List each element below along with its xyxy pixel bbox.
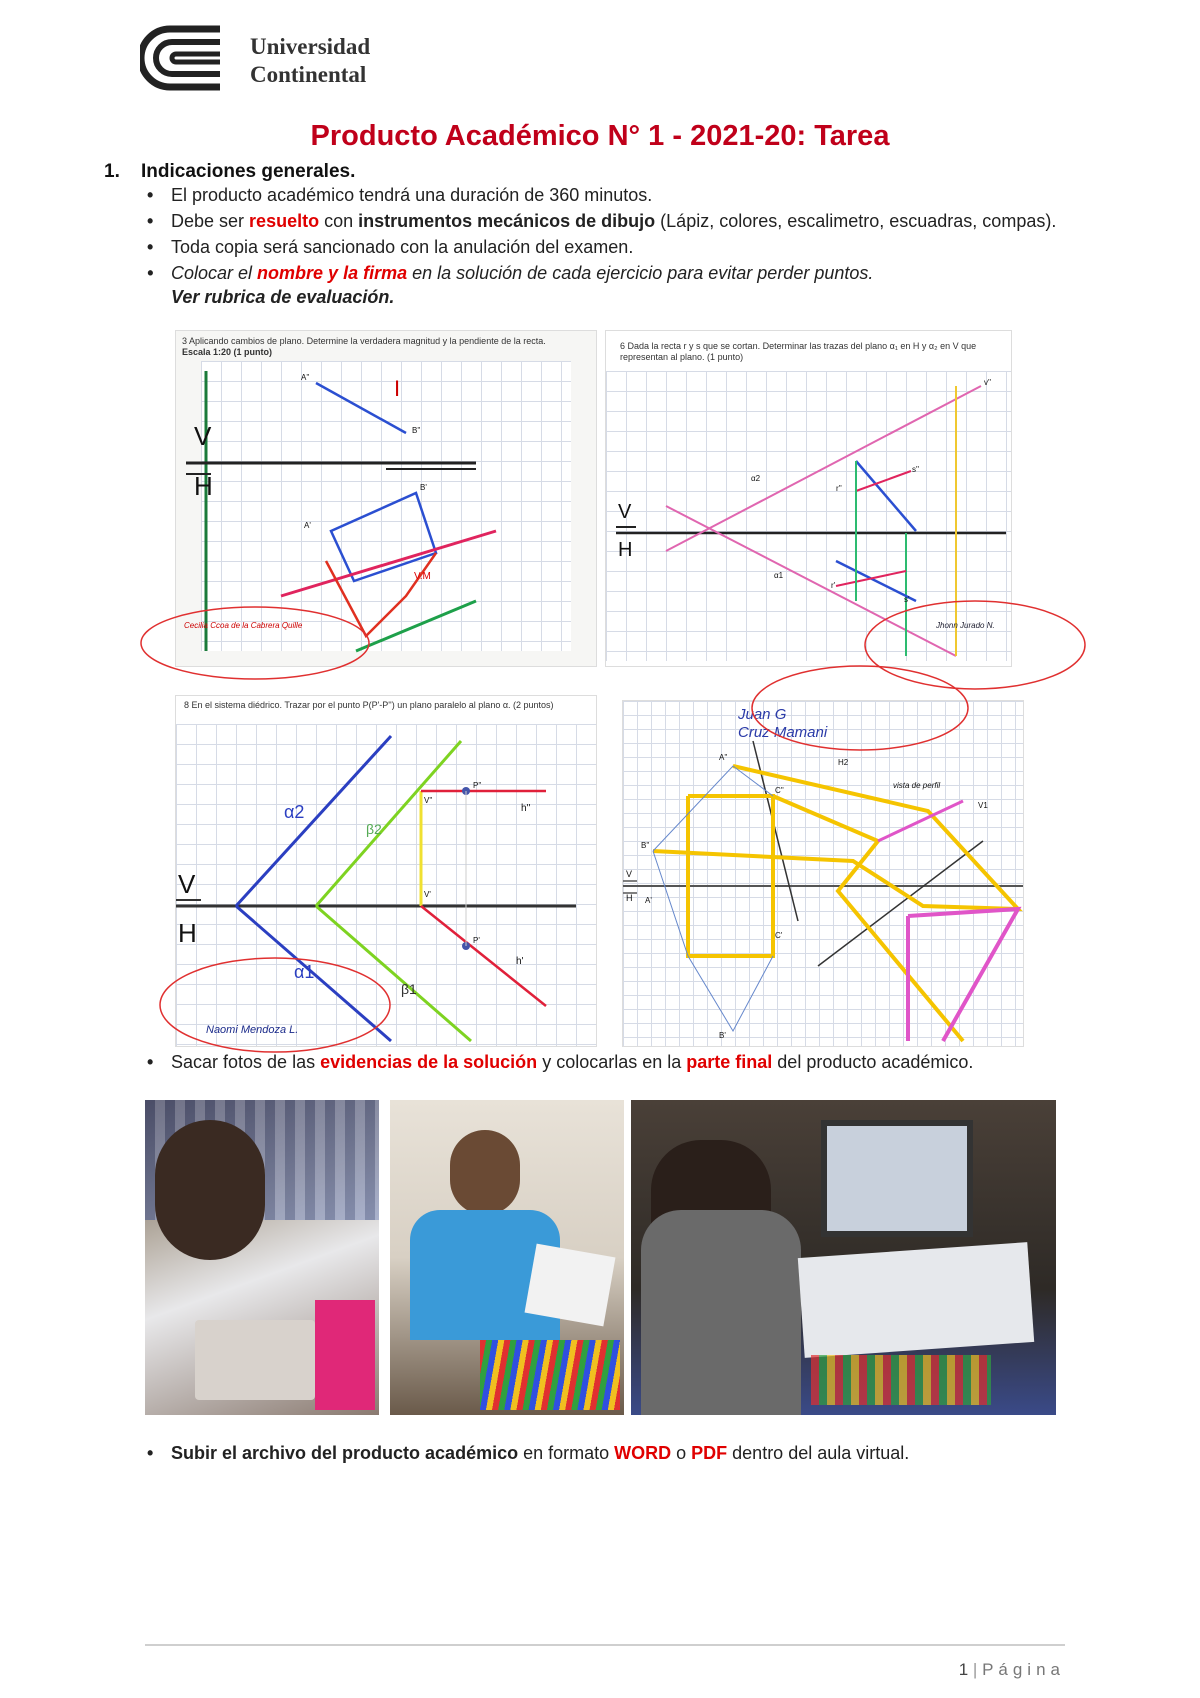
figure-caption: 8 En el sistema diédrico. Trazar por el punto P(P'-P'') un plano paralelo al plano α. (2 puntos) (184, 700, 554, 710)
label-alpha2: α2 (284, 802, 305, 822)
footer-divider (145, 1644, 1065, 1646)
handwritten-signature: Cecilia Ccoa de la Cabrera Quille (184, 621, 303, 630)
bullet-highlight: resuelto (249, 211, 320, 231)
page-word: Página (982, 1660, 1065, 1679)
university-logo-icon (140, 25, 230, 91)
label-a2: A'' (301, 373, 310, 382)
bullet-name-signature (145, 261, 1065, 309)
evidence-photo-2 (390, 1100, 624, 1415)
format-word: WORD (614, 1443, 672, 1463)
figure-exercise-3 (175, 330, 597, 667)
bullet-highlight: parte final (686, 1052, 773, 1072)
handwritten-name (738, 706, 827, 742)
bullet-icon: • (147, 211, 154, 231)
figure-caption-scale: Escala 1:20 (1 punto) (182, 347, 273, 357)
bullet-text: El producto académico tendrá una duración de 360 minutos. (171, 185, 653, 205)
label-h2: h'' (521, 803, 531, 814)
section-title: Indicaciones generales. (140, 161, 356, 182)
bullet-text: Debe ser (171, 211, 250, 231)
bullet-icon: • (147, 263, 154, 283)
label-v1: V1 (978, 801, 988, 810)
label-r1: r' (831, 581, 836, 590)
drawing-fig4 (623, 701, 1023, 1046)
label-p1: P' (473, 936, 480, 945)
bullet-text: en la solución de cada ejercicio para evitar perder puntos. (407, 263, 874, 283)
label-a2: A'' (719, 753, 728, 762)
label-h: H (194, 471, 213, 501)
bullet-duration (145, 183, 1065, 207)
label-h: H (618, 539, 633, 561)
bullet-bold: Subir el archivo del producto académico (171, 1443, 519, 1463)
bullet-upload (145, 1441, 1065, 1467)
label-v: V (194, 421, 212, 451)
label-h: H (178, 918, 197, 948)
label-alpha2: α2 (751, 474, 761, 483)
label-c1: C' (775, 931, 783, 940)
figure-exercise-6 (605, 330, 1012, 667)
page-title: Producto Académico N° 1 - 2021-20: Tarea (310, 120, 890, 152)
format-pdf: PDF (691, 1443, 728, 1463)
evidence-photo-1 (145, 1100, 379, 1415)
name-line-2: Cruz Mamani (738, 724, 828, 741)
figure-caption: 6 Dada la recta r y s que se cortan. Determinar las trazas del plano α₁ en H y α₂ en V que (620, 341, 977, 351)
bullet-icon: • (147, 237, 154, 257)
bullet-copy (145, 235, 1065, 259)
label-p2: P'' (473, 781, 482, 790)
label-beta1: β1 (401, 981, 417, 997)
label-vista: vista de perfil (893, 781, 941, 790)
figure-caption: 3 Aplicando cambios de plano. Determine la verdadera magnitud y la pendiente de la recta. (182, 336, 546, 346)
label-i: I (394, 376, 401, 401)
label-r2: r'' (836, 484, 842, 493)
label-v1: V' (424, 890, 431, 899)
label-alpha1: α1 (774, 571, 784, 580)
page-footer (900, 1660, 1065, 1680)
bullet-text: Colocar el (171, 263, 258, 283)
bullet-icon: • (147, 1443, 154, 1463)
label-b2: B'' (412, 426, 421, 435)
label-s1: s' (904, 595, 910, 604)
bullet-icon: • (147, 185, 154, 205)
evidence-photo-3 (631, 1100, 1056, 1415)
label-c2: C'' (775, 786, 784, 795)
handwritten-signature: Jhonn Jurado N. (936, 621, 995, 630)
bullet-bold: instrumentos mecánicos de dibujo (358, 211, 656, 231)
drawing-fig3 (176, 696, 596, 1046)
drawing-fig2 (606, 331, 1011, 666)
label-alpha1: α1 (294, 962, 315, 982)
bullet-text: con (319, 211, 359, 231)
section-heading (104, 161, 355, 183)
name-line-1: Juan G (738, 706, 787, 723)
rubric-note: Ver rubrica de evaluación. (171, 287, 395, 307)
footer-separator: | (972, 1660, 978, 1679)
label-v: V (178, 869, 196, 899)
label-v: V (618, 501, 632, 523)
logo-line-2: Continental (250, 62, 367, 87)
bullet-text: y colocarlas en la (537, 1052, 687, 1072)
bullet-highlight: evidencias de la solución (320, 1052, 538, 1072)
label-h1: h' (516, 956, 524, 967)
university-logo (140, 25, 400, 95)
bullet-list-top (145, 183, 1065, 311)
label-a1: A' (645, 896, 652, 905)
label-b2: B'' (641, 841, 650, 850)
bullet-text: Sacar fotos de las (171, 1052, 321, 1072)
label-s2: s'' (912, 465, 920, 474)
bullet-text: del producto académico. (772, 1052, 974, 1072)
bullet-photos (145, 1050, 1065, 1076)
handwritten-signature: Naomi Mendoza L. (206, 1024, 299, 1036)
label-v2: v'' (984, 378, 992, 387)
bullet-text: dentro del aula virtual. (727, 1443, 910, 1463)
bullet-text: en formato (518, 1443, 615, 1463)
bullet-text: (Lápiz, colores, escalimetro, escuadras, compas). (655, 211, 1057, 231)
bullet-text: o (671, 1443, 692, 1463)
label-v2: V'' (424, 796, 433, 805)
bullet-highlight: nombre y la firma (257, 263, 408, 283)
label-beta2: β2 (366, 821, 382, 837)
figure-caption-points: representan al plano. (1 punto) (620, 352, 744, 362)
figure-exercise-8 (175, 695, 597, 1047)
bullet-text: Toda copia será sancionado con la anulación del examen. (171, 237, 634, 257)
figure-exercise-9 (622, 700, 1024, 1047)
page-number: 1 (958, 1660, 969, 1679)
label-h: H (626, 893, 633, 903)
label-h2: H2 (838, 758, 849, 767)
label-vm: V.M (414, 571, 431, 582)
label-v: V (626, 869, 633, 879)
section-number: 1. (104, 161, 120, 182)
drawing-fig1 (176, 331, 596, 666)
bullet-instruments (145, 209, 1065, 233)
bullet-icon: • (147, 1052, 154, 1072)
label-a1: A' (304, 521, 311, 530)
label-b1: B' (420, 483, 427, 492)
label-b1: B' (719, 1031, 726, 1040)
logo-line-1: Universidad (250, 34, 371, 59)
